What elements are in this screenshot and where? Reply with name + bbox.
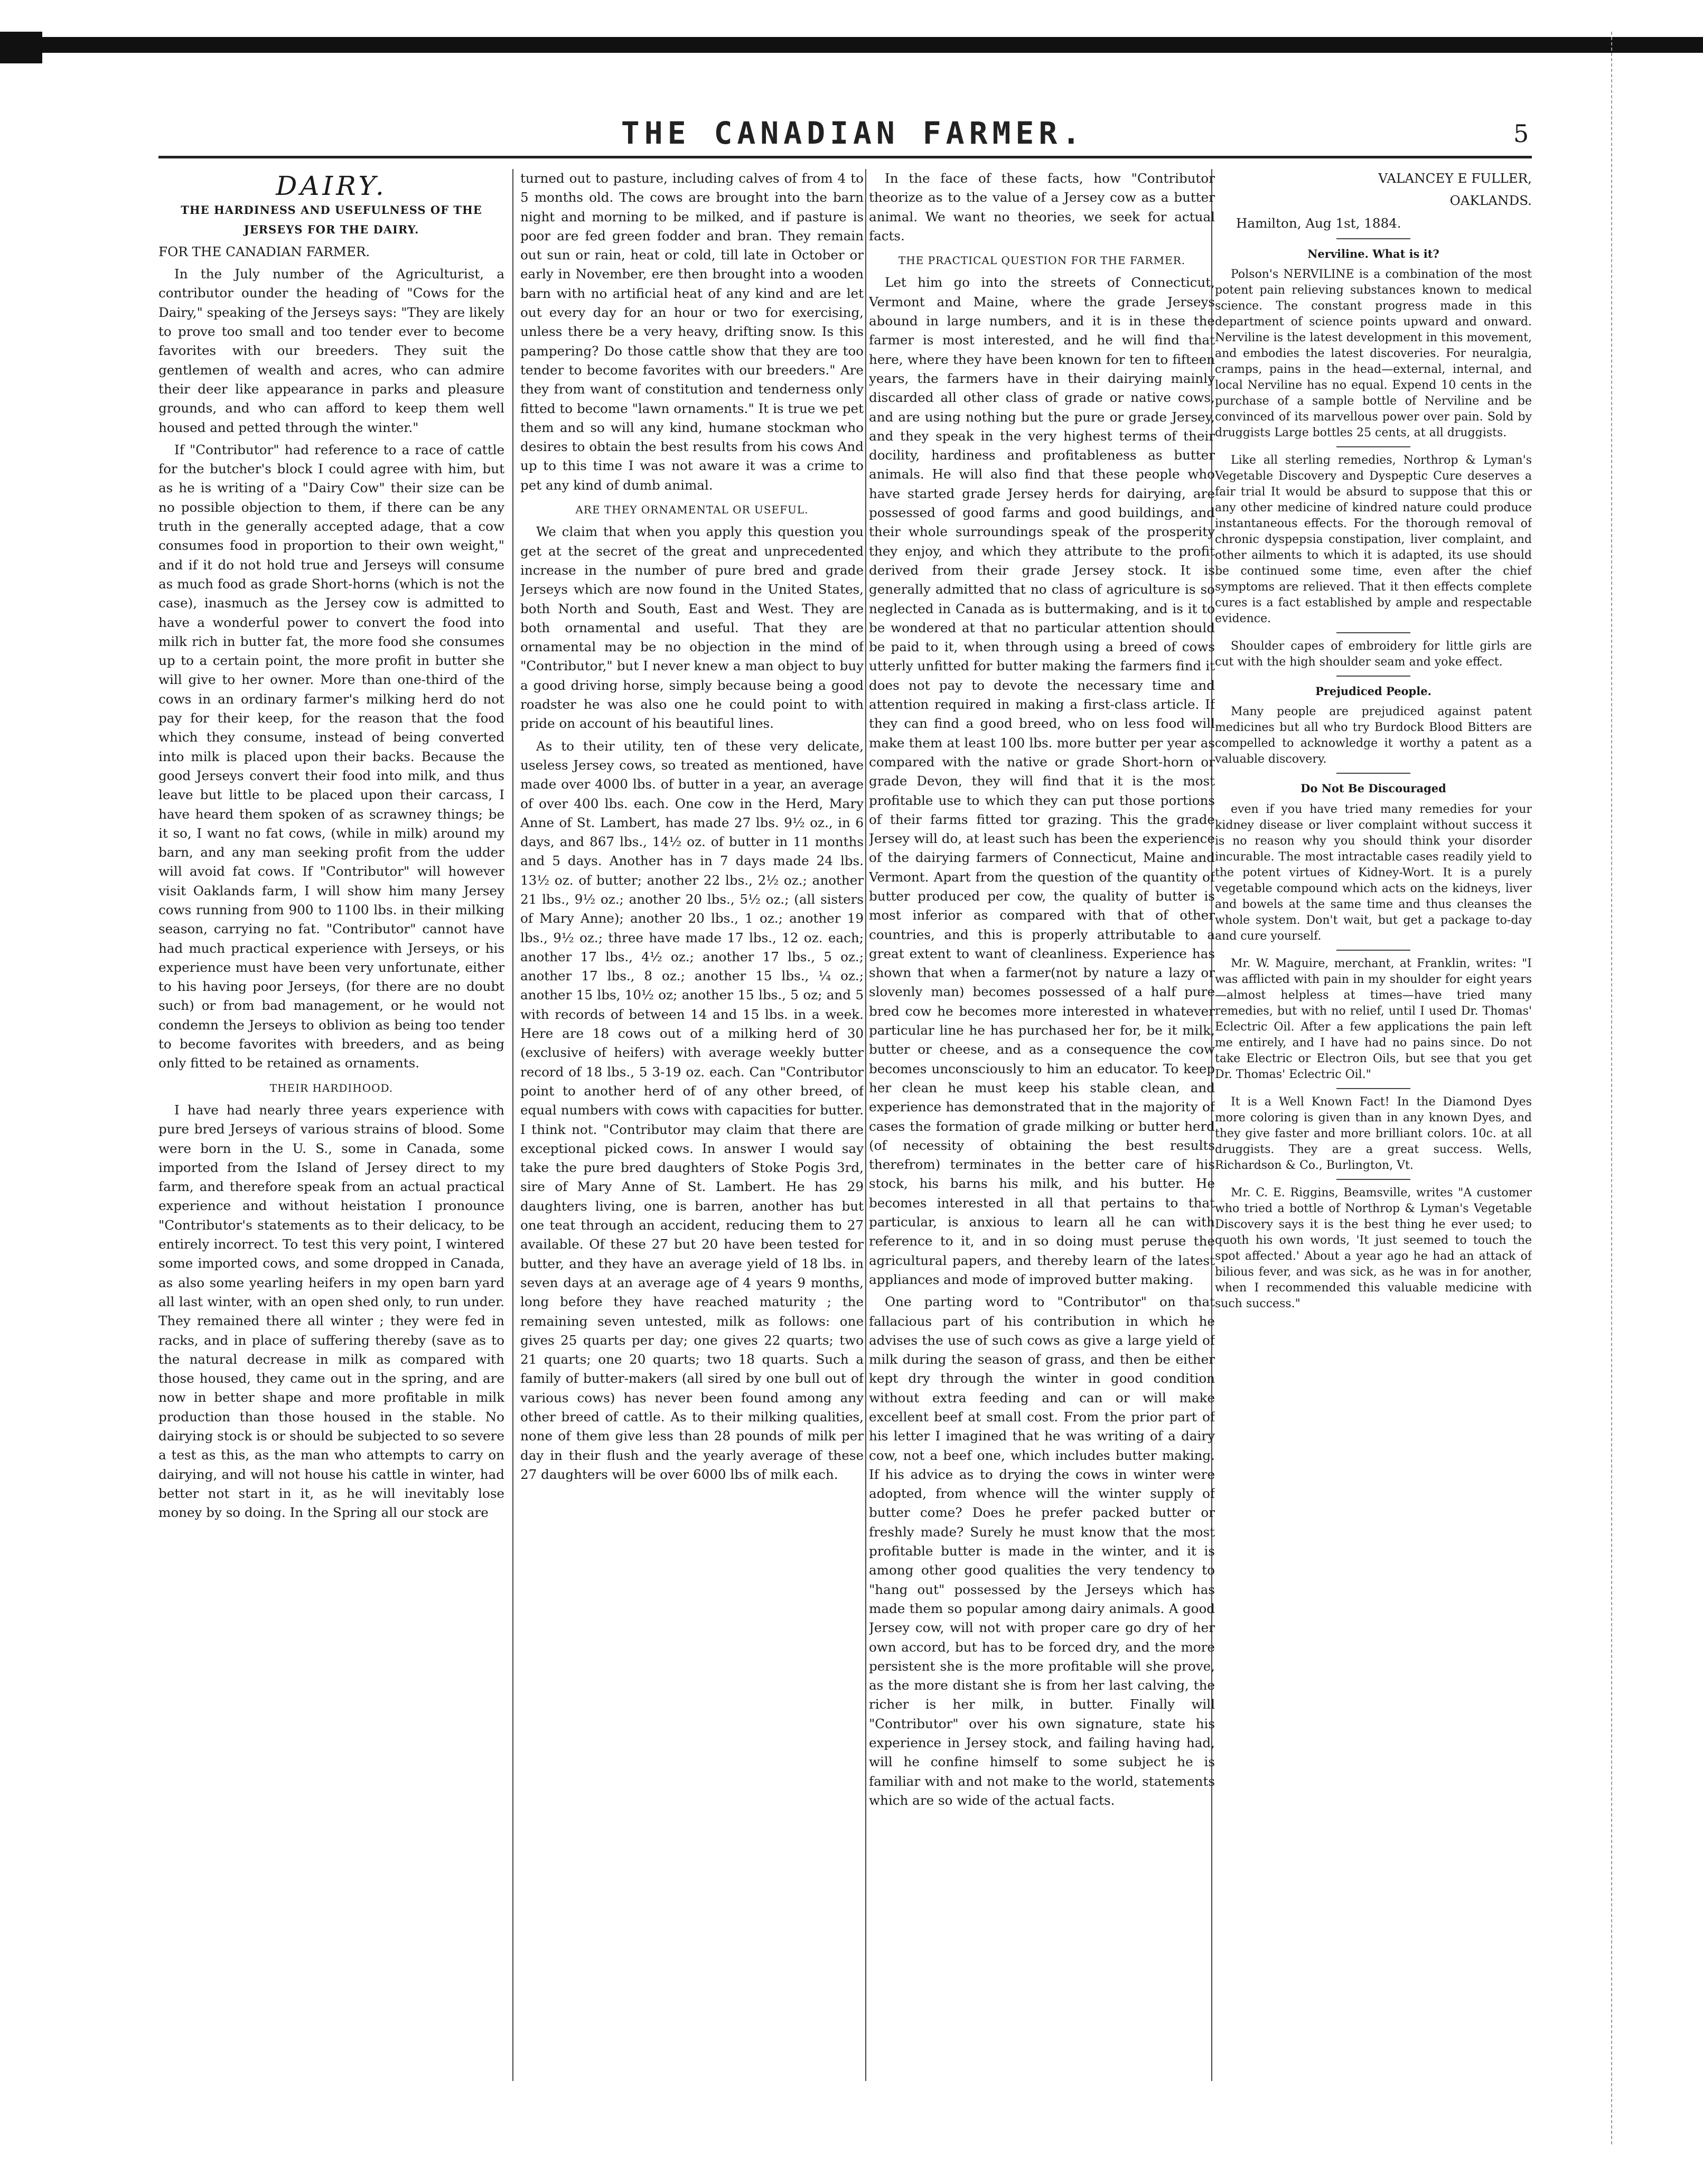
signature: VALANCEY E FULLER,: [1378, 171, 1532, 186]
ad-heading: Do Not Be Discouraged: [1300, 782, 1446, 795]
masthead-title: THE CANADIAN FARMER.: [621, 115, 1086, 151]
separator: [1336, 632, 1410, 633]
page-number: 5: [1513, 119, 1529, 148]
ad-text: Mr. W. Maguire, merchant, at Franklin, writes: "I was afflicted with pain in my shoulder for eight years—almost helpless at times—have tried many remedies, but with no relief, until I used Dr. Thomas' Eclectric Oil. After a few applications the pain left me entirely, and I have had no pains since. Do not take Electric or Electron Oils, but see that you get Dr. Thomas' Eclectric Oil.": [1215, 957, 1532, 1081]
column-1: [158, 169, 504, 2134]
section-title: DAIRY.: [276, 171, 387, 201]
ad-text: It is a Well Known Fact! In the Diamond Dyes more coloring is given than in any known Dyes, and they give faster and more brilliant colors. 10c. at all druggists. They are a great success. Wells, Richardson & Co., Burlington, Vt.: [1215, 1095, 1532, 1172]
signature-place: OAKLANDS.: [1449, 193, 1532, 209]
article-byline: FOR THE CANADIAN FARMER.: [158, 243, 370, 259]
separator: [1336, 1179, 1410, 1180]
paragraph: In the July number of the Agriculturist, a contributor ounder the heading of "Cows for the Dairy," speaking of the Jerseys says: "They are likely to prove too small and too tender ever to become favorites with our breeders. They suit the gentlemen of wealth and acres, who can admire their deer like appearance in parks and pleasure grounds, and who can afford to keep them well housed and petted through the winter.": [158, 266, 504, 435]
dateline: Hamilton, Aug 1st, 1884.: [1236, 215, 1401, 231]
paragraph: We claim that when you apply this question you get at the secret of the great and unprecedented increase in the number of pure bred and grade Jerseys which are now found in the United States, both North and South, East and West. They are both ornamental and useful. That they are ornamental may be no objection in the mind of "Contributor," but I never knew a man object to buy a good driving horse, simply because being a good roadster he was also one he could point to with pride on account of his beautiful lines.: [520, 524, 864, 732]
column-divider: [865, 169, 866, 2081]
subheading: THE PRACTICAL QUESTION FOR THE FARMER.: [898, 254, 1186, 267]
paragraph: I have had nearly three years experience with pure bred Jerseys of various strains of blood. Some were born in the U. S., some in Canada, some imported from the Island of Jersey direct to my farm, and therefore speak from an actual practical experience and without heistation I pronounce "Contributor's statements as to their delicacy, to be entirely incorrect. To test this very point, I wintered some imported cows, and some dropped in Canada, as also some yearling heifers in my open barn yard all last winter, with an open shed only, to run under. They remained there all winter ; they were fed in racks, and in place of suffering thereby (save as to the natural decrease in milk as compared with those housed, they came out in the spring, and are now in better shape and more profitable in milk production than those housed in the stable. No dairying stock is or should be subjected to so severe a test as this, as the man who attempts to carry on dairying, and will not house his cattle in winter, had better not start in it, as he will inevitably lose money by so doing. In the Spring all our stock are: [158, 1102, 504, 1521]
ad-text: Mr. C. E. Riggins, Beamsville, writes "A customer who tried a bottle of Northrop & Lyman's Vegetable Discovery says it is the best thing he ever used; to quoth his own words, 'It just seemed to touch the spot affected.' About a year ago he had an attack of bilious fever, and was sick, as he was in for another, when I recommended this valuable medicine with such success.": [1215, 1186, 1532, 1310]
ad-heading: Nerviline. What is it?: [1307, 247, 1439, 260]
ad-text: Like all sterling remedies, Northrop & Lyman's Vegetable Discovery and Dyspeptic Cure deserves a fair trial It would be absurd to suppose that this or any other medicine of kindred nature could produce instantaneous effects. For the thorough removal of chronic dyspepsia constipation, liver complaint, and other ailments to which it is adapted, its use should be continued some time, even after the chief symptoms are relieved. That it then effects complete cures is a fact established by ample and respectable evidence.: [1215, 454, 1532, 626]
paragraph: In the face of these facts, how "Contributor theorize as to the value of a Jersey cow as a butter animal. We want no theories, we seek for actual facts.: [869, 171, 1215, 243]
ad-text: Shoulder capes of embroidery for little girls are cut with the high shoulder seam and yoke effect.: [1215, 640, 1532, 669]
separator: [1336, 676, 1410, 677]
separator: [1336, 950, 1410, 951]
column-3: [869, 169, 1215, 2134]
page-edge: [1611, 32, 1628, 2144]
ad-heading: Prejudiced People.: [1315, 685, 1431, 698]
subheading: THEIR HARDIHOOD.: [269, 1081, 394, 1094]
paragraph: Let him go into the streets of Connecticut, Vermont and Maine, where the grade Jerseys abound in large numbers, and it is in these the farmer is most interested, and he will find that here, where they have been known for ten to fifteen years, the farmers have in their dairying mainly discarded all other class of grade or native cows, and are using nothing but the pure or grade Jersey, and they speak in the very highest terms of their docility, hardiness and profitableness as butter animals. He will also find that these people who have started grade Jersey herds for dairying, are possessed of good farms and good buildings, and their whole surroundings speak of the prosperity they enjoy, and which they attribute to the profit derived from their grade Jersey stock. It is generally admitted that no class of agriculture is so neglected in Canada as is buttermaking, and is it to be wondered at that no particular attention should be paid to it, when through using a breed of cows utterly unfitted for butter making the farmers find it does not pay to devote the necessary time and attention required in making a first-class article. If they can find a good breed, who on less food will make them at least 100 lbs. more butter per year as compared with the native or grade Short-horn or grade Devon, they will find that it is the most profitable use to which they can put those portions of their farms fitted tor grazing. This the grade Jersey will do, at least such has been the experience of the dairying farmers of Connecticut, Maine and Vermont. Apart from the question of the quantity of butter produced per cow, the quality of butter is most inferior as compared with that of other countries, and this is properly attributable to a great extent to want of cleanliness. Experience has shown that when a farmer(not by nature a lazy or slovenly man) becomes possessed of a half pure bred cow he becomes more interested in whatever particular line he has purchased her for, be it milk, butter or cheese, and as a consequence the cow becomes unconsciously to him an educator. To keep her clean he must keep his stable clean, and experience has demonstrated that in the majority of cases the formation of grade milking or butter herd (of necessity of obtaining the best results therefrom) terminates in the better care of his stock, his barns his milk, and his butter. He becomes interested in all that pertains to that particular, is anxious to learn all he can with reference to it, and in so doing must peruse the agricultural papers, and thereby learn of the latest appliances and mode of improved butter making.: [869, 275, 1215, 1287]
paragraph: turned out to pasture, including calves of from 4 to 5 months old. The cows are brought into the barn night and morning to be milked, and if pasture is poor are fed green fodder and bran. They remain out sun or rain, heat or cold, till late in October or early in November, ere then brought into a wooden barn with no artificial heat of any kind and are let out every day for an hour or two for exercising, unless there be a very heavy, drifting snow. Is this pampering? Do those cattle show that they are too tender to become favorites with our breeders." Are they from want of constitution and tenderness only fitted to become "lawn ornaments." It is true we pet them and so will any kind, humane stockman who desires to obtain the best results from his cows And up to this time I was not aware it was a crime to pet any kind of dumb animal.: [520, 171, 864, 493]
paragraph: One parting word to "Contributor" on that fallacious part of his contribution in which he advises the use of such cows as give a large yield of milk during the season of grass, and then be either kept dry through the winter in good condition without extra feeding and can or will make excellent beef at small cost. From the prior part of his letter I imagined that he was writing of a dairy cow, not a beef one, which includes butter making. If his advice as to drying the cows in winter were adopted, from whence will the winter supply of butter come? Does he prefer packed butter or freshly made? Surely he must know that the most profitable butter is made in the winter, and it is among other good qualities the very tendency to "hang out" possessed by the Jerseys which has made them so popular among dairy animals. A good Jersey cow, will not with proper care go dry of her own accord, but has to be forced dry, and the more persistent she is the more profitable will she prove, as the more distant she is from her last calving, the richer is her milk, in butter. Finally will "Contributor" over his own signature, state his experience in Jersey stock, and failing having had, will he confine himself to some subject he is familiar with and not make to the world, statements which are so wide of the actual facts.: [869, 1294, 1215, 1808]
column-2: [520, 169, 864, 2134]
separator: [1336, 238, 1410, 239]
ad-text: even if you have tried many remedies for your kidney disease or liver complaint without success it is no reason why you should think your disorder incurable. The most intractable cases readily yield to the potent virtues of Kidney-Wort. It is a purely vegetable compound which acts on the kidneys, liver and bowels at the same time and thus cleanses the whole system. Don't wait, but get a package to-day and cure yourself.: [1215, 802, 1532, 943]
ad-text: Polson's NERVILINE is a combination of the most potent pain relieving substances known to medical science. The constant progress made in this department of science points upward and onward. Nerviline is the latest development in this movement, and embodies the latest discoveries. For neuralgia, cramps, pains in the head—external, internal, and local Nerviline has no equal. Expend 10 cents in the purchase of a sample bottle of Nerviline and be convinced of its marvellous power over pain. Sold by druggists Large bottles 25 cents, at all druggists.: [1215, 268, 1532, 440]
article-headline: THE HARDINESS AND USEFULNESS OF THE JERSEYS FOR THE DAIRY.: [181, 203, 482, 236]
ad-text: Many people are prejudiced against patent medicines but all who try Burdock Blood Bitters are compelled to acknowledge it worthy a patent as a valuable discovery.: [1215, 705, 1532, 766]
subheading: ARE THEY ORNAMENTAL OR USEFUL.: [575, 503, 809, 517]
column-4: [1215, 169, 1532, 2134]
column-divider: [512, 169, 513, 2081]
top-border-rule: [0, 37, 1703, 53]
paragraph: If "Contributor" had reference to a race of cattle for the butcher's block I could agree with him, but as he is writing of a "Dairy Cow" their size can be no possible objection to them, if there can be any truth in the generally accepted adage, that a cow consumes food in proportion to their own weight," and if it do not hold true and Jerseys will consume as much food as grade Short-horns (which is not the case), inasmuch as the Jersey cow is admitted to have a wonderful power to convert the food into milk rich in butter fat, the more food she consumes up to a certain point, the more profit in butter she will give to her owner. More than one-third of the cows in an ordinary farmer's milking herd do not pay for their keep, for the reason that the food which they consume, instead of being converted into milk is placed upon their backs. Because the good Jerseys convert their food into milk, and thus leave but little to be placed upon their carcass, I have heard them spoken of as scrawney things; be it so, I want no fat cows, (while in milk) around my barn, and any man seeking profit from the udder will avoid fat cows. If "Contributor" will however visit Oaklands farm, I will show him many Jersey cows running from 900 to 1100 lbs. in their milking season, carrying no fat. "Contributor" cannot have had much practical experience with Jerseys, or his experience must have been very unfortunate, either to his having poor Jerseys, (for there are no doubt such) or from bad management, or he would not condemn the Jerseys to oblivion as being too tender to become favorites with breeders, and as being only fitted to be retained as ornaments.: [158, 442, 504, 1071]
separator: [1336, 446, 1410, 447]
separator: [1336, 773, 1410, 774]
separator: [1336, 1088, 1410, 1089]
header-rule: [158, 156, 1532, 158]
paragraph: As to their utility, ten of these very delicate, useless Jersey cows, so treated as mentioned, have made over 4000 lbs. of butter in a year, an average of over 400 lbs. each. One cow in the Herd, Mary Anne of St. Lambert, has made 27 lbs. 9½ oz., in 6 days, and 867 lbs., 14½ oz. of butter in 11 months and 5 days. Another has in 7 days made 24 lbs. 13½ oz. of butter; another 22 lbs., 2½ oz.; another 21 lbs., 9½ oz.; another 20 lbs., 5½ oz.; (all sisters of Mary Anne); another 20 lbs., 1 oz.; another 19 lbs., 9½ oz.; three have made 17 lbs., 12 oz. each; another 17 lbs., 4½ oz.; another 17 lbs., 5 oz.; another 17 lbs., 8 oz.; another 15 lbs., ¼ oz.; another 15 lbs, 10½ oz; another 15 lbs., 5 oz; and 5 with records of between 14 and 15 lbs. in a week. Here are 18 cows out of a milking herd of 30 (exclusive of heifers) with average weekly butter record of 18 lbs., 5 3-19 oz. each. Can "Contributor point to another herd of of any other breed, of equal numbers with cows with capacities for butter. I think not. "Contributor may claim that there are exceptional picked cows. In answer I would say take the pure bred daughters of Stoke Pogis 3rd, sire of Mary Anne of St. Lambert. He has 29 daughters living, one is barren, another has but one teat through an accident, reducing them to 27 available. Of these 27 but 20 have been tested for butter, and they have an average yield of 18 lbs. in seven days at an average age of 4 years 9 months, long before they have reached maturity ; the remaining seven untested, milk as follows: one gives 25 quarts per day; one gives 22 quarts; two 21 quarts; one 20 quarts; two 18 quarts. Such a family of butter-makers (all sired by one bull out of various cows) has never been found among any other breed of cattle. As to their milking qualities, none of them give less than 28 pounds of milk per day in their flush and the yearly average of these 27 daughters will be over 6000 lbs of milk each.: [520, 738, 864, 1482]
